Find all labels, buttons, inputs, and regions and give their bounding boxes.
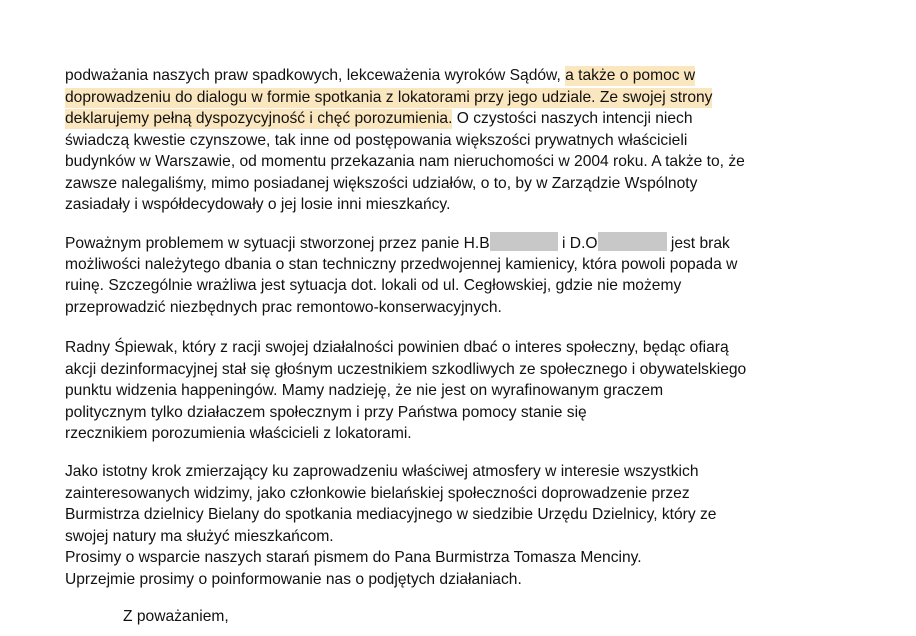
text-line: politycznym tylko działaczem społecznym i przy Państwa pomocy stanie się xyxy=(65,403,587,421)
redaction-box xyxy=(598,232,667,251)
text-line: ruinę. Szczególnie wrażliwa jest sytuacja dot. lokali od ul. Cegłowskiej, gdzie nie możemy xyxy=(65,277,682,294)
text-line: rzecznikiem porozumienia właścicieli z lokatorami. xyxy=(65,425,412,442)
text-span: podważania naszych praw spadkowych, lekceważenia wyroków Sądów, xyxy=(65,67,566,84)
text-line: Jako istotny krok zmierzający ku zaprowadzeniu właściwej atmosfery w interesie wszystkich xyxy=(65,463,699,480)
redaction-box xyxy=(490,232,558,251)
text-line: Prosimy o wsparcie naszych starań pismem do Pana Burmistrza Tomasza Menciny. xyxy=(65,549,642,566)
text-line xyxy=(65,232,855,254)
text-line: punktu widzenia happeningów. Mamy nadzieję, że nie jest on wyrafinowanym graczem xyxy=(65,382,664,399)
text-line: zainteresowanych widzimy, jako członkowie bielańskiej społeczności doprowadzenie przez xyxy=(65,484,690,502)
highlighted-text: a także o pomoc w xyxy=(565,67,696,84)
highlighted-text: deklarujemy pełną dyspozycyjność i chęć porozumienia. xyxy=(65,110,453,127)
text-line: możliwości należytego dbania o stan techniczny przedwojennej kamienicy, która powoli popada w xyxy=(65,255,738,273)
text-span: Poważnym problemem w sytuacji stworzonej przez panie H.B xyxy=(65,235,490,252)
text-line: Radny Śpiewak, który z racji swojej działalności powinien dbać o interes społeczny, będąc ofiarą xyxy=(65,339,729,356)
paragraph-inheritance-rights xyxy=(65,65,855,216)
text-span: jest brak xyxy=(666,235,730,252)
paragraph-mediation-request xyxy=(65,461,855,590)
text-line: Burmistrza dzielnicy Bielany do spotkania mediacyjnego w siedzibie Urzędu Dzielnicy, który ze xyxy=(65,506,717,523)
text-line xyxy=(65,65,855,87)
closing-salutation: Z poważaniem, xyxy=(123,608,229,625)
text-line: zasiadały i współdecydowały o jej losie inni mieszkańcy. xyxy=(65,196,451,213)
text-span: O czystości naszych intencji niech xyxy=(452,110,693,127)
text-line: zawsze nalegaliśmy, mimo posiadanej większości udziałów, o to, by w Zarządzie Wspólnoty xyxy=(65,174,698,192)
text-line: Uprzejmie prosimy o poinformowanie nas o podjętych działaniach. xyxy=(65,570,522,588)
text-line: świadczą kwestie czynszowe, tak inne od postępowania większości prywatnych właścicieli xyxy=(65,131,688,149)
highlighted-text: doprowadzeniu do dialogu w formie spotkania z lokatorami przy jego udziale. Ze swojej strony xyxy=(65,88,713,106)
text-span: i D.O xyxy=(557,235,598,252)
paragraph-building-condition xyxy=(65,232,855,318)
text-line: swojej natury ma służyć mieszkańcom. xyxy=(65,527,334,545)
text-line: przeprowadzić niezbędnych prac remontowo-konserwacyjnych. xyxy=(65,298,502,316)
paragraph-councillor xyxy=(65,337,855,445)
text-line xyxy=(65,87,855,109)
text-line: akcji dezinformacyjnej stał się głośnym uczestnikiem szkodliwych ze społecznego i obywatelskiego xyxy=(65,360,747,378)
text-line xyxy=(65,108,855,130)
text-line: budynków w Warszawie, od momentu przekazania nam nieruchomości w 2004 roku. A także to, że xyxy=(65,153,745,170)
